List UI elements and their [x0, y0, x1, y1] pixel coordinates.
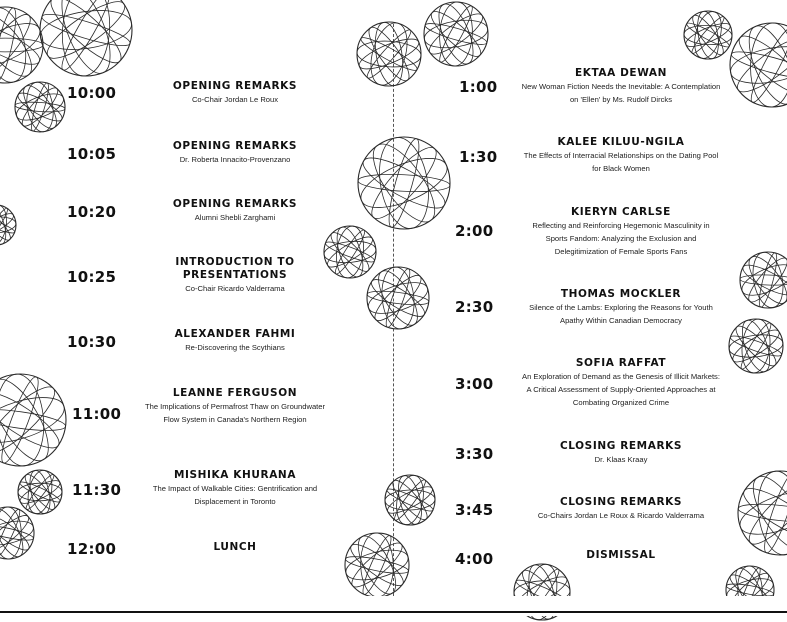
schedule-entry [521, 440, 721, 466]
schedule-entry [521, 206, 721, 258]
slot-title: DISMISSAL [586, 549, 656, 561]
slot-time: 3:00 [455, 375, 494, 393]
slot-title: ALEXANDER FAHMI [174, 328, 296, 340]
slot-time: 11:30 [72, 481, 122, 499]
wireframe-sphere [356, 135, 452, 231]
schedule-entry [142, 387, 328, 426]
slot-description: Silence of the Lambs: Exploring the Reasons for Youth Apathy Within Canadian Democracy [529, 303, 713, 325]
schedule-entry [135, 541, 335, 554]
slot-time: 2:00 [455, 222, 494, 240]
schedule-entry [526, 288, 716, 327]
bottom-rule [0, 611, 787, 613]
slot-description: Co-Chairs Jordan Le Roux & Ricardo Valderrama [537, 511, 705, 520]
slot-description: Co-Chair Jordan Le Roux [191, 95, 279, 104]
slot-description: An Exploration of Demand as the Genesis of Illicit Markets: A Critical Assessment of Supply-Oriented Approaches at Combating Organized Crime [522, 372, 720, 407]
schedule-entry [135, 140, 335, 166]
schedule-entry [135, 328, 335, 354]
slot-time: 1:00 [459, 78, 498, 96]
slot-time: 10:20 [67, 203, 117, 221]
slot-title: CLOSING REMARKS [559, 496, 683, 508]
schedule-entry [135, 198, 335, 224]
slot-description: Re-Discovering the Scythians [185, 343, 285, 352]
slot-title: OPENING REMARKS [172, 198, 298, 210]
wireframe-sphere [682, 9, 734, 61]
slot-time: 11:00 [72, 405, 122, 423]
schedule-entry [160, 256, 310, 295]
slot-title: INTRODUCTION TO PRESENTATIONS [175, 256, 295, 281]
schedule-entry [521, 67, 721, 106]
bottom-margin [0, 596, 787, 616]
slot-description: Alumni Shebli Zarghami [194, 213, 276, 222]
schedule-entry [135, 80, 335, 106]
slot-title: OPENING REMARKS [172, 80, 298, 92]
wireframe-sphere [728, 21, 787, 109]
wireframe-sphere [422, 0, 490, 68]
slot-title: SOFIA RAFFAT [575, 357, 667, 369]
slot-time: 10:05 [67, 145, 117, 163]
slot-time: 10:25 [67, 268, 117, 286]
wireframe-sphere [343, 531, 411, 599]
slot-description: The Effects of Interracial Relationships on the Dating Pool for Black Women [523, 151, 719, 173]
wireframe-sphere [0, 203, 18, 247]
slot-title: OPENING REMARKS [172, 140, 298, 152]
slot-title: LUNCH [213, 541, 257, 553]
schedule-entry [521, 136, 721, 175]
wireframe-sphere [13, 80, 67, 134]
slot-description: New Woman Fiction Needs the Inevitable: A Contemplation on 'Ellen' by Ms. Rudolf Dircks [521, 82, 721, 104]
slot-description: Dr. Roberta Innacito-Provenzano [179, 155, 291, 164]
slot-time: 2:30 [455, 298, 494, 316]
slot-time: 3:30 [455, 445, 494, 463]
slot-description: The Implications of Permafrost Thaw on Groundwater Flow System in Canada's Northern Region [144, 402, 326, 424]
wireframe-sphere [38, 0, 134, 78]
slot-title: KIERYN CARLSE [571, 206, 671, 218]
slot-description: The Impact of Walkable Cities: Gentrification and Displacement in Toronto [152, 484, 318, 506]
slot-title: LEANNE FERGUSON [172, 387, 298, 399]
schedule-entry [521, 357, 721, 409]
wireframe-sphere [0, 505, 36, 561]
wireframe-sphere [365, 265, 431, 331]
schedule-entry [521, 496, 721, 522]
slot-description: Co-Chair Ricardo Valderrama [185, 284, 285, 293]
slot-title: THOMAS MOCKLER [560, 288, 682, 300]
slot-time: 10:00 [67, 84, 117, 102]
slot-title: MISHIKA KHURANA [173, 469, 297, 481]
schedule-entry [140, 469, 330, 508]
slot-time: 1:30 [459, 148, 498, 166]
schedule-entry [521, 549, 721, 562]
wireframe-sphere [383, 473, 437, 527]
slot-time: 12:00 [67, 540, 117, 558]
slot-time: 4:00 [455, 550, 494, 568]
wireframe-sphere [355, 20, 423, 88]
wireframe-sphere [738, 250, 787, 310]
slot-time: 10:30 [67, 333, 117, 351]
wireframe-sphere [727, 317, 785, 375]
slot-title: KALEE KILUU-NGILA [557, 136, 685, 148]
slot-title: CLOSING REMARKS [559, 440, 683, 452]
wireframe-sphere [0, 372, 68, 468]
slot-description: Dr. Klaas Kraay [594, 455, 648, 464]
slot-title: EKTAA DEWAN [574, 67, 668, 79]
slot-time: 3:45 [455, 501, 494, 519]
slot-description: Reflecting and Reinforcing Hegemonic Masculinity in Sports Fandom: Analyzing the Exclusion and Delegitimization of Female Sports Fans [532, 221, 710, 256]
wireframe-sphere [736, 469, 787, 557]
